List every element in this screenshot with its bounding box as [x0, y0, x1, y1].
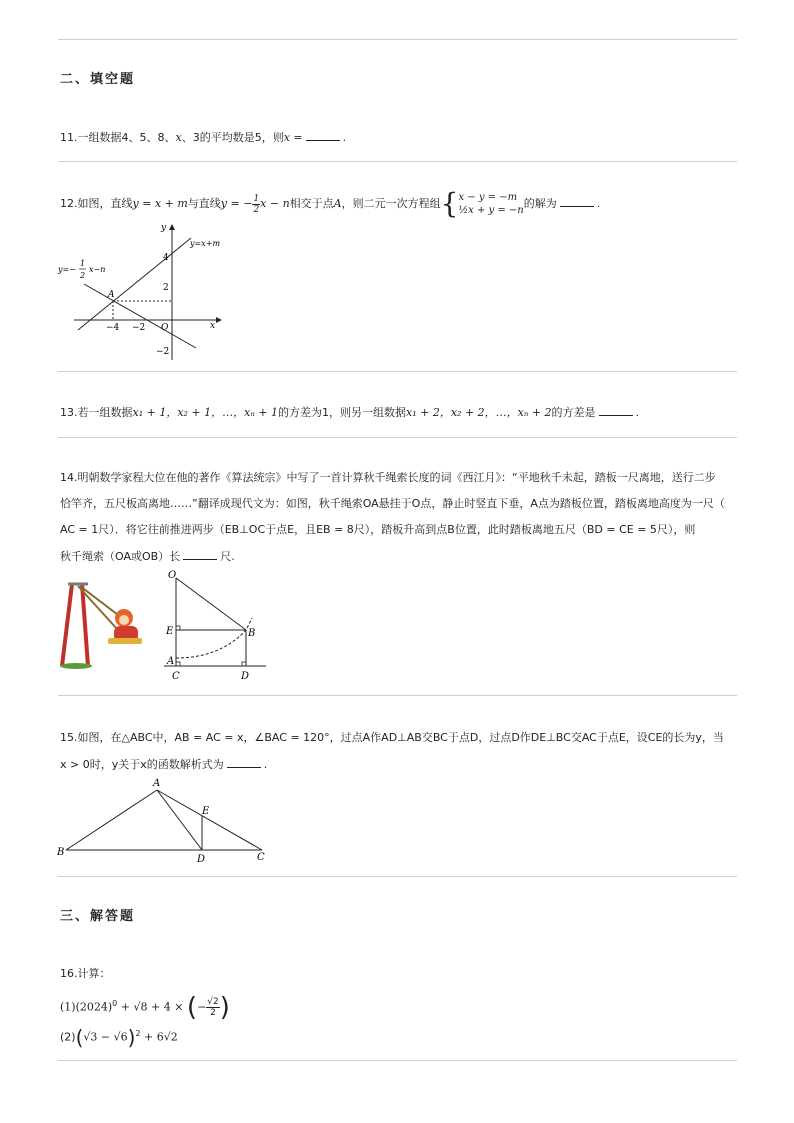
right-angle-c	[176, 662, 180, 666]
q12-d: ，则二元一次方程组	[341, 197, 441, 210]
line2-frac-den: 2	[80, 271, 86, 280]
swing-frame-left	[62, 584, 72, 666]
label-c: C	[257, 852, 265, 863]
x-axis-label: x	[210, 321, 216, 331]
question-11	[60, 130, 346, 145]
section-title-answer: 三、解答题	[60, 909, 136, 924]
q12-fraction	[252, 194, 260, 215]
q16-p2-exp: 2	[135, 1029, 141, 1038]
label-e: E	[166, 626, 174, 637]
q12-frac-num: 1	[253, 193, 260, 204]
paren-close: )	[219, 992, 230, 1023]
label-b: B	[57, 847, 65, 858]
line2-frac-num: 1	[80, 259, 86, 268]
q12-b: 与直线	[187, 197, 221, 210]
q12-line2a: y = −	[220, 197, 253, 210]
segment-ab	[66, 790, 157, 850]
q14-line4-a: 秋千绳索（OA或OB）长	[60, 550, 181, 563]
y-tick-2: 2	[163, 283, 169, 293]
q12-a: 12.如图，直线	[60, 197, 133, 210]
question-14-line-4	[60, 549, 235, 564]
answer-blank[interactable]	[599, 405, 633, 416]
q12-line1: y = x + m	[132, 197, 188, 210]
q16-p1-sign: −	[197, 1000, 207, 1014]
label-a: A	[167, 656, 175, 667]
q16-p1-fraction	[206, 997, 219, 1018]
divider	[58, 437, 737, 438]
label-o: O	[168, 570, 177, 581]
segment-ac	[157, 790, 262, 850]
q15-line2-b: .	[263, 758, 268, 771]
divider	[58, 1060, 737, 1061]
q16-p2-a: (2)	[60, 1030, 76, 1044]
divider	[58, 161, 737, 162]
divider	[58, 39, 737, 40]
q11-prefix: 11.一组数据4、5、8、	[60, 131, 176, 144]
segment-ob	[176, 578, 246, 630]
q11-end: .	[342, 131, 347, 144]
q16-p1-num: √2	[207, 997, 219, 1008]
q16-p1-exp: 0	[112, 999, 118, 1008]
q12-frac-den: 2	[253, 204, 260, 215]
divider	[58, 371, 737, 372]
q14-swing-diagram	[160, 566, 270, 684]
line2-label-a: y=−	[58, 265, 76, 274]
answer-blank[interactable]	[306, 130, 340, 141]
answer-blank[interactable]	[227, 757, 261, 768]
equation-1: x − y = −m	[458, 192, 518, 203]
q12-point-a: A	[333, 197, 342, 210]
q13-end: .	[635, 406, 640, 419]
line1-label: y=x+m	[190, 239, 221, 248]
paren-open: (	[186, 992, 198, 1023]
equation-system	[458, 191, 523, 217]
right-angle-d	[242, 662, 246, 666]
label-c: C	[172, 671, 180, 682]
y-tick-minus-2: −2	[156, 347, 170, 357]
question-16-part-1	[60, 992, 230, 1023]
q16-p1-den: 2	[210, 1008, 216, 1019]
q13-b: 的方差为1，则另一组数据	[278, 406, 407, 419]
question-14-line-2: 恰竿齐，五尺板高离地……”翻译成现代文为：如图，秋千绳索OA悬挂于O点，静止时竖直下垂，A点为踏板位置，踏板离地高度为一尺（	[60, 497, 725, 510]
y-tick-4: 4	[163, 253, 169, 263]
q16-p1-a: (1)(2024)	[60, 1000, 113, 1014]
point-a-label: A	[108, 290, 115, 300]
x-axis-arrow	[216, 317, 222, 323]
paren-open: (	[75, 1025, 84, 1050]
q11-x: x	[175, 131, 182, 144]
swing-arc	[176, 618, 252, 658]
line2-label-b: x−n	[89, 265, 106, 274]
segment-ad	[157, 790, 202, 850]
answer-blank[interactable]	[183, 549, 217, 560]
question-16-part-2	[60, 1022, 178, 1050]
q13-a: 13.若一组数据	[60, 406, 133, 419]
x-tick-minus-4: −4	[106, 323, 120, 333]
line-y-x-plus-m	[78, 238, 191, 330]
label-d: D	[197, 854, 206, 865]
question-14-line-1: 14.明朝数学家程大位在他的著作《算法统宗》中写了一首计算秋千绳索长度的词《西江月》：“平地秋千未起，踏板一尺离地，送行二步	[60, 471, 716, 484]
question-13	[60, 405, 639, 420]
question-15-line-2	[60, 757, 267, 772]
swing-seat	[108, 638, 142, 644]
q16-p1-b: + √8 + 4 ×	[117, 1000, 187, 1014]
q16-p2-b: + 6√2	[140, 1030, 178, 1044]
x-tick-minus-2: −2	[132, 323, 146, 333]
y-axis-label: y	[161, 223, 167, 233]
label-e: E	[202, 806, 210, 817]
section-title-fill-in: 二、填空题	[60, 72, 136, 87]
q12-end: .	[596, 197, 601, 210]
q13-data1: x₁ + 1，x₂ + 1，…，xₙ + 1	[132, 406, 279, 419]
answer-blank[interactable]	[560, 196, 594, 207]
origin-label: O	[161, 323, 169, 333]
q11-eq: x =	[283, 131, 303, 144]
question-16-title: 16.计算：	[60, 967, 111, 980]
system-brace: {	[440, 187, 459, 220]
label-a: A	[153, 778, 161, 789]
label-d: D	[241, 671, 250, 682]
label-b: B	[248, 628, 256, 639]
swing-illustration	[58, 578, 148, 670]
q11-mid: 、3的平均数是5，则	[181, 131, 284, 144]
q13-data2: x₁ + 2，x₂ + 2，…，xₙ + 2	[406, 406, 552, 419]
q12-e: 的解为	[523, 197, 557, 210]
q15-line2-a: x > 0时，y关于x的函数解析式为	[60, 758, 224, 771]
line-y-half-x-minus-n	[84, 284, 196, 348]
q14-line4-b: 尺.	[220, 550, 235, 563]
q12-graph-figure	[56, 220, 231, 365]
question-12	[60, 187, 601, 220]
q13-c: 的方差是	[551, 406, 596, 419]
q12-c: 相交于点	[289, 197, 334, 210]
equation-2: ½x + y = −n	[458, 205, 524, 216]
question-15-line-1: 15.如图，在△ABC中，AB = AC = x，∠BAC = 120°，过点A作AD⊥AB交BC于点D，过点D作DE⊥BC交AC于点E，设CE的长为y，当	[60, 731, 724, 744]
swing-ground	[60, 663, 92, 669]
q16-p2-inner: √3 − √6	[83, 1030, 128, 1044]
right-angle-e	[176, 626, 180, 630]
question-14-line-3: AC = 1尺）．将它往前推进两步（EB⊥OC于点E，且EB = 8尺），踏板升高到点B位置，此时踏板离地五尺（BD = CE = 5尺），则	[60, 523, 696, 536]
divider	[58, 695, 737, 696]
paren-close: )	[127, 1025, 136, 1050]
q15-triangle-figure	[56, 776, 272, 866]
y-axis-arrow	[169, 224, 175, 230]
divider	[58, 876, 737, 877]
q12-line2b: x − n	[260, 197, 290, 210]
child-face	[119, 615, 129, 625]
